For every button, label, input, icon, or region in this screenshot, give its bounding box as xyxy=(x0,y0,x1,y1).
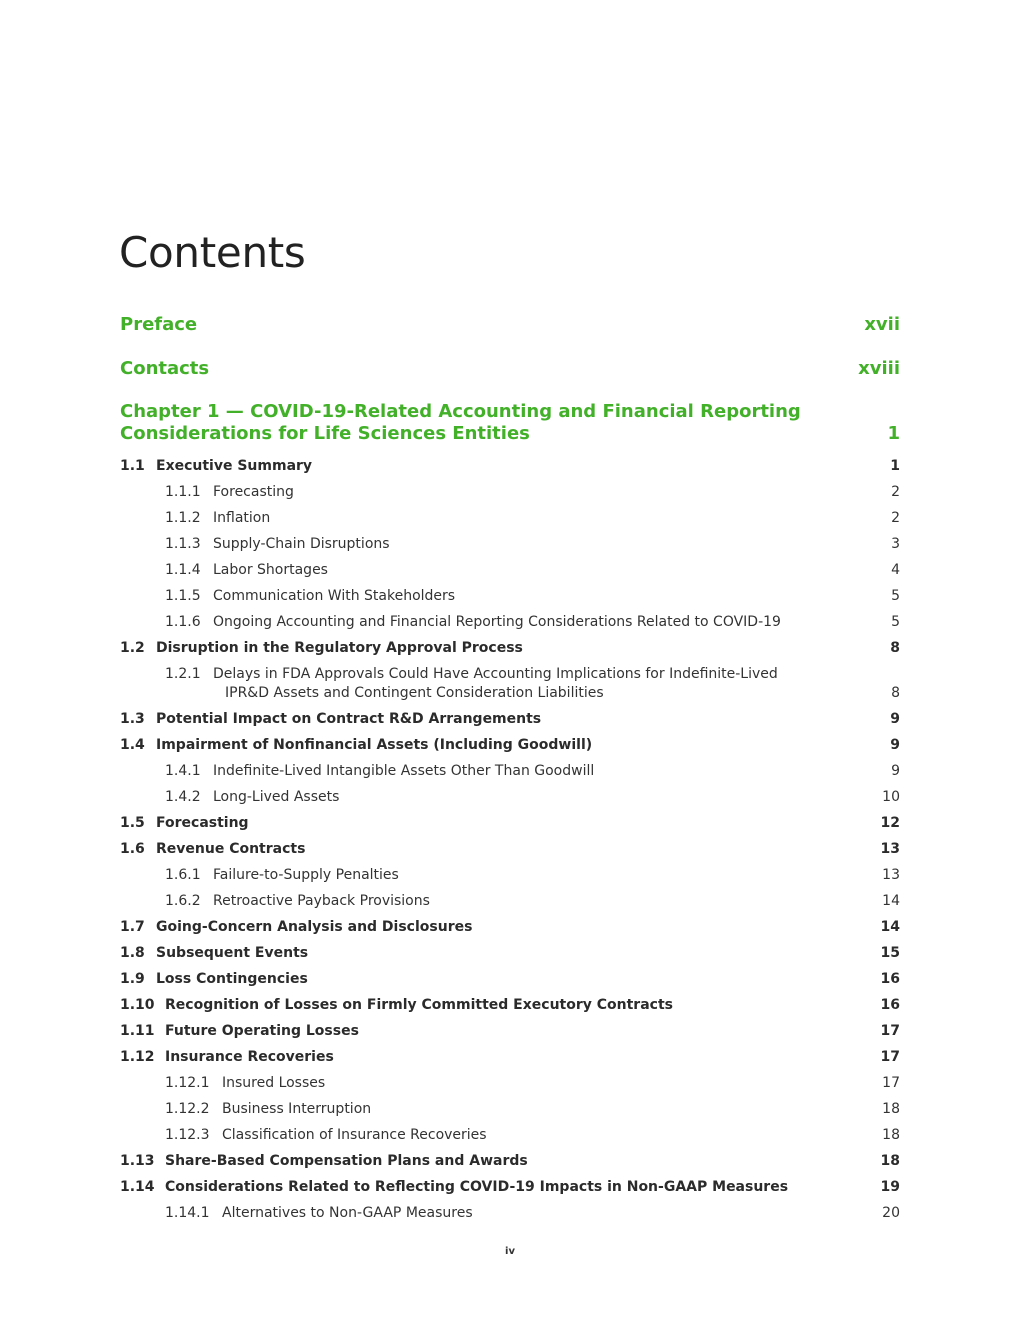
entry-page: 17 xyxy=(880,1049,900,1065)
toc-entry[interactable] xyxy=(120,911,900,937)
entry-title: Insurance Recoveries xyxy=(165,1049,334,1065)
entry-page: 16 xyxy=(880,997,900,1013)
toc-entry[interactable] xyxy=(120,937,900,963)
entry-title: Labor Shortages xyxy=(213,562,328,578)
toc-preface-label: Preface xyxy=(120,314,198,335)
entry-number: 1.1.2 xyxy=(165,510,201,526)
toc-entry[interactable] xyxy=(120,781,900,807)
entry-title: Considerations Related to Reflecting COVID-19 Impacts in Non-GAAP Measures xyxy=(165,1179,789,1195)
toc-entry[interactable] xyxy=(120,1067,900,1093)
entry-number: 1.1.1 xyxy=(165,484,201,500)
entry-number: 1.6 xyxy=(120,841,145,857)
entry-page: 2 xyxy=(891,484,900,500)
entry-title: Impairment of Nonfinancial Assets (Including Goodwill) xyxy=(156,737,593,753)
entry-page: 14 xyxy=(880,919,900,935)
entry-page: 14 xyxy=(882,893,900,909)
entry-number: 1.4.1 xyxy=(165,763,201,779)
entry-number: 1.2.1 xyxy=(165,666,201,682)
entry-number: 1.12.1 xyxy=(165,1075,210,1091)
toc-entry[interactable] xyxy=(120,450,900,476)
toc-entry[interactable] xyxy=(120,1171,900,1197)
entry-title: Alternatives to Non-GAAP Measures xyxy=(222,1205,473,1221)
entry-number: 1.1 xyxy=(120,458,145,474)
entry-title: Ongoing Accounting and Financial Reporting Considerations Related to COVID-19 xyxy=(213,614,781,630)
entry-page: 4 xyxy=(891,562,900,578)
entry-title: Indefinite-Lived Intangible Assets Other Than Goodwill xyxy=(213,763,595,779)
entry-number: 1.7 xyxy=(120,919,145,935)
entry-page: 18 xyxy=(882,1127,900,1143)
entry-number: 1.10 xyxy=(120,997,155,1013)
entry-number: 1.9 xyxy=(120,971,145,987)
entry-title: Business Interruption xyxy=(222,1101,372,1117)
toc-entry[interactable] xyxy=(120,502,900,528)
entry-title: Inflation xyxy=(213,510,271,526)
entry-page: 17 xyxy=(880,1023,900,1039)
entry-title: Recognition of Losses on Firmly Committed Executory Contracts xyxy=(165,997,673,1013)
entry-number: 1.8 xyxy=(120,945,145,961)
toc-entry[interactable] xyxy=(120,528,900,554)
chapter-title-line-2: Considerations for Life Sciences Entities xyxy=(120,423,530,444)
chapter-title-line-1: Chapter 1 — COVID-19-Related Accounting and Financial Reporting xyxy=(120,401,801,422)
page-title: Contents xyxy=(119,228,306,277)
toc-entry[interactable] xyxy=(120,1015,900,1041)
toc-entry[interactable] xyxy=(120,606,900,632)
entry-page: 19 xyxy=(880,1179,900,1195)
entry-title: Revenue Contracts xyxy=(156,841,306,857)
entry-title: Disruption in the Regulatory Approval Process xyxy=(156,640,523,656)
entry-page: 5 xyxy=(891,588,900,604)
toc-entry[interactable] xyxy=(120,807,900,833)
toc-entry[interactable] xyxy=(120,1197,900,1223)
entry-number: 1.1.3 xyxy=(165,536,201,552)
entry-number: 1.12 xyxy=(120,1049,155,1065)
entry-number: 1.1.6 xyxy=(165,614,201,630)
entry-number: 1.1.4 xyxy=(165,562,201,578)
entry-title: Retroactive Payback Provisions xyxy=(213,893,430,909)
entry-number: 1.12.2 xyxy=(165,1101,210,1117)
toc-entry[interactable] xyxy=(120,963,900,989)
entry-number: 1.12.3 xyxy=(165,1127,210,1143)
toc-entry[interactable] xyxy=(120,632,900,658)
toc-chapter-1[interactable] xyxy=(120,401,900,445)
entry-number: 1.5 xyxy=(120,815,145,831)
entry-title: Insured Losses xyxy=(222,1075,326,1091)
entry-number: 1.2 xyxy=(120,640,145,656)
page-number: iv xyxy=(505,1246,515,1257)
toc-entry[interactable] xyxy=(120,703,900,729)
toc-entry[interactable] xyxy=(120,476,900,502)
entry-page: 20 xyxy=(882,1205,900,1221)
toc-entry[interactable] xyxy=(120,833,900,859)
toc-contacts[interactable] xyxy=(120,358,900,379)
entry-page: 5 xyxy=(891,614,900,630)
toc-entries xyxy=(120,450,900,1223)
entry-title: Executive Summary xyxy=(156,458,313,474)
entry-page: 8 xyxy=(891,685,900,701)
entry-number: 1.11 xyxy=(120,1023,155,1039)
entry-title: Subsequent Events xyxy=(156,945,309,961)
toc-entry[interactable] xyxy=(120,729,900,755)
entry-page: 18 xyxy=(880,1153,900,1169)
entry-page: 12 xyxy=(880,815,900,831)
entry-number: 1.6.1 xyxy=(165,867,201,883)
toc-contacts-label: Contacts xyxy=(120,358,210,379)
toc-entry[interactable] xyxy=(120,554,900,580)
entry-title xyxy=(213,665,870,703)
entry-title: Forecasting xyxy=(213,484,294,500)
entry-number: 1.4 xyxy=(120,737,145,753)
entry-page: 1 xyxy=(890,458,900,474)
toc-entry[interactable] xyxy=(120,859,900,885)
toc-preface[interactable] xyxy=(120,314,900,335)
entry-number: 1.4.2 xyxy=(165,789,201,805)
entry-page: 2 xyxy=(891,510,900,526)
entry-title: Long-Lived Assets xyxy=(213,789,340,805)
entry-title: Forecasting xyxy=(156,815,249,831)
toc-entry[interactable] xyxy=(120,989,900,1015)
entry-number: 1.13 xyxy=(120,1153,155,1169)
entry-page: 15 xyxy=(880,945,900,961)
entry-title: Classification of Insurance Recoveries xyxy=(222,1127,487,1143)
toc-entry[interactable] xyxy=(120,755,900,781)
entry-number: 1.6.2 xyxy=(165,893,201,909)
toc-preface-page: xvii xyxy=(864,314,900,335)
toc-contacts-page: xviii xyxy=(858,358,900,379)
chapter-page: 1 xyxy=(887,423,900,444)
toc-entry[interactable] xyxy=(120,885,900,911)
entry-number: 1.14 xyxy=(120,1179,155,1195)
entry-title: Failure-to-Supply Penalties xyxy=(213,867,399,883)
entry-page: 9 xyxy=(890,711,900,727)
entry-title: Supply-Chain Disruptions xyxy=(213,536,390,552)
entry-page: 10 xyxy=(882,789,900,805)
entry-number: 1.3 xyxy=(120,711,145,727)
entry-number: 1.1.5 xyxy=(165,588,201,604)
toc-entry[interactable] xyxy=(120,1119,900,1145)
entry-title: Potential Impact on Contract R&D Arrangements xyxy=(156,711,542,727)
entry-title-line-2: IPR&D Assets and Contingent Consideration Liabilities xyxy=(225,685,604,701)
entry-page: 17 xyxy=(882,1075,900,1091)
entry-title-line-1: Delays in FDA Approvals Could Have Accounting Implications for Indefinite-Lived xyxy=(213,666,778,682)
entry-title: Going-Concern Analysis and Disclosures xyxy=(156,919,473,935)
entry-page: 13 xyxy=(882,867,900,883)
entry-page: 18 xyxy=(882,1101,900,1117)
entry-title: Communication With Stakeholders xyxy=(213,588,456,604)
entry-title: Future Operating Losses xyxy=(165,1023,359,1039)
entry-title: Loss Contingencies xyxy=(156,971,308,987)
entry-page: 9 xyxy=(890,737,900,753)
entry-page: 9 xyxy=(891,763,900,779)
toc-entry[interactable] xyxy=(120,658,900,703)
entry-title: Share-Based Compensation Plans and Awards xyxy=(165,1153,528,1169)
toc-entry[interactable] xyxy=(120,1093,900,1119)
toc-entry[interactable] xyxy=(120,1145,900,1171)
toc-entry[interactable] xyxy=(120,1041,900,1067)
entry-page: 8 xyxy=(890,640,900,656)
entry-number: 1.14.1 xyxy=(165,1205,210,1221)
toc-entry[interactable] xyxy=(120,580,900,606)
entry-page: 3 xyxy=(891,536,900,552)
entry-page: 13 xyxy=(880,841,900,857)
entry-page: 16 xyxy=(880,971,900,987)
